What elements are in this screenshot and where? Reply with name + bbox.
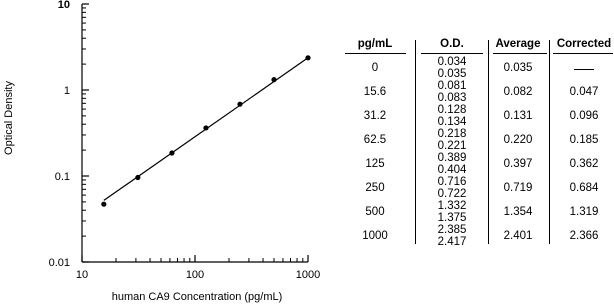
cell-concentration: 0 bbox=[371, 62, 379, 74]
cell-average: 0.719 bbox=[503, 182, 533, 194]
header-rule bbox=[421, 53, 483, 54]
cell-concentration: 31.2 bbox=[363, 110, 387, 122]
cell-od: 0.716 bbox=[437, 176, 467, 188]
cell-od: 0.404 bbox=[437, 164, 467, 176]
header-rule bbox=[493, 53, 547, 54]
cell-od: 2.385 bbox=[437, 224, 467, 236]
cell-corrected: 0.096 bbox=[569, 110, 599, 122]
cell-od: 0.722 bbox=[437, 188, 467, 200]
data-point bbox=[305, 55, 310, 60]
data-point bbox=[135, 175, 140, 180]
table-header-cell: Corrected bbox=[556, 38, 612, 50]
cell-concentration: 1000 bbox=[362, 230, 388, 242]
cell-average: 0.131 bbox=[503, 110, 533, 122]
column-divider bbox=[549, 40, 550, 244]
cell-corrected: 0.684 bbox=[569, 182, 599, 194]
axes bbox=[49, 0, 321, 281]
cell-concentration: 62.5 bbox=[363, 134, 387, 146]
cell-od: 0.081 bbox=[437, 80, 467, 92]
cell-concentration: 15.6 bbox=[363, 86, 387, 98]
header-rule bbox=[553, 53, 613, 54]
y-tick-label: 1 bbox=[63, 85, 70, 97]
table-header-cell: pg/mL bbox=[357, 38, 393, 50]
cell-od: 0.128 bbox=[437, 104, 467, 116]
data-point bbox=[169, 150, 174, 155]
table-header-cell: Average bbox=[495, 38, 541, 50]
empty-dash bbox=[574, 69, 594, 70]
cell-concentration: 125 bbox=[365, 158, 385, 170]
x-axis-label: human CA9 Concentration (pg/mL) bbox=[111, 291, 283, 303]
cell-corrected: 1.319 bbox=[569, 206, 599, 218]
cell-od: 1.375 bbox=[437, 212, 467, 224]
cell-od: 0.035 bbox=[437, 68, 467, 80]
cell-od: 0.134 bbox=[437, 116, 467, 128]
y-tick-label: 10 bbox=[57, 0, 70, 11]
cell-od: 0.389 bbox=[437, 152, 467, 164]
cell-od: 1.332 bbox=[437, 200, 467, 212]
cell-od: 2.417 bbox=[437, 236, 467, 248]
cell-average: 0.220 bbox=[503, 134, 533, 146]
cell-corrected: 0.362 bbox=[569, 158, 599, 170]
table-header-cell: O.D. bbox=[440, 38, 464, 50]
cell-average: 0.035 bbox=[503, 62, 533, 74]
data-marks bbox=[101, 55, 310, 207]
cell-od: 0.221 bbox=[437, 140, 467, 152]
cell-od: 0.083 bbox=[437, 92, 467, 104]
cell-od: 0.218 bbox=[437, 128, 467, 140]
x-tick-label: 100 bbox=[185, 269, 205, 281]
cell-corrected: 0.047 bbox=[569, 86, 599, 98]
y-tick-label: 0.01 bbox=[48, 257, 70, 269]
data-point bbox=[237, 102, 242, 107]
cell-concentration: 250 bbox=[365, 182, 385, 194]
header-rule bbox=[345, 53, 406, 54]
data-point bbox=[271, 77, 276, 82]
cell-average: 2.401 bbox=[503, 230, 533, 242]
cell-corrected: 0.185 bbox=[569, 134, 599, 146]
x-tick-label: 1000 bbox=[295, 269, 321, 281]
data-point bbox=[203, 125, 208, 130]
y-axis-label: Optical Density bbox=[3, 81, 15, 155]
data-point bbox=[101, 202, 106, 207]
cell-average: 1.354 bbox=[503, 206, 533, 218]
cell-average: 0.397 bbox=[503, 158, 533, 170]
x-tick-label: 10 bbox=[75, 269, 89, 281]
cell-average: 0.082 bbox=[503, 86, 533, 98]
column-divider bbox=[415, 40, 416, 244]
cell-concentration: 500 bbox=[365, 206, 385, 218]
cell-od: 0.034 bbox=[437, 56, 467, 68]
cell-corrected: 2.366 bbox=[569, 230, 599, 242]
y-tick-label: 0.1 bbox=[54, 171, 70, 183]
